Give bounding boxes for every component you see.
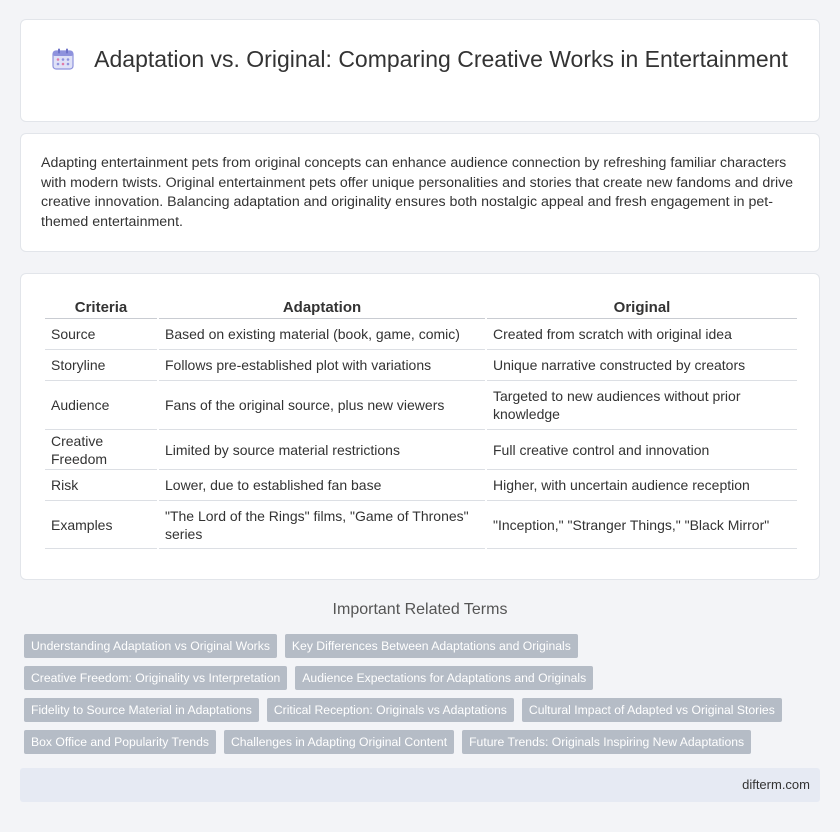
cell-original: "Inception," "Stranger Things," "Black Mirror" xyxy=(487,501,797,549)
footer-brand[interactable]: difterm.com xyxy=(742,777,810,792)
table-row xyxy=(45,501,797,549)
related-term-tag[interactable]: Understanding Adaptation vs Original Works xyxy=(24,634,277,658)
cell-adaptation: Limited by source material restrictions xyxy=(159,430,485,470)
cell-adaptation: "The Lord of the Rings" films, "Game of Thrones" series xyxy=(159,501,485,549)
comparison-table xyxy=(43,295,799,549)
related-term-tag[interactable]: Audience Expectations for Adaptations and Originals xyxy=(295,666,593,690)
cell-adaptation: Based on existing material (book, game, comic) xyxy=(159,319,485,350)
table-row xyxy=(45,350,797,381)
cell-criteria: Storyline xyxy=(45,350,157,381)
related-term-tag[interactable]: Future Trends: Originals Inspiring New Adaptations xyxy=(462,730,751,754)
cell-criteria: Risk xyxy=(45,470,157,501)
cell-criteria: Source xyxy=(45,319,157,350)
cell-criteria: Examples xyxy=(45,501,157,549)
cell-original: Full creative control and innovation xyxy=(487,430,797,470)
header-card xyxy=(20,19,820,122)
footer xyxy=(20,768,820,802)
comparison-table-card xyxy=(20,273,820,580)
tag-row xyxy=(24,698,804,722)
intro-paragraph: Adapting entertainment pets from original concepts can enhance audience connection by refreshing familiar characters with modern twists. Original entertainment pets offer unique personalities and stories that create new fandoms and drive creative innovation. Balancing adaptation and originality ensures both nostalgic appeal and fresh engagement in pet-themed entertainment. xyxy=(41,155,794,230)
cell-adaptation: Fans of the original source, plus new viewers xyxy=(159,381,485,430)
page-title: Adaptation vs. Original: Comparing Creative Works in Entertainment xyxy=(94,46,788,72)
cell-original: Created from scratch with original idea xyxy=(487,319,797,350)
tag-row xyxy=(24,666,804,690)
cell-original: Higher, with uncertain audience reception xyxy=(487,470,797,501)
header-criteria: Criteria xyxy=(45,295,157,319)
table-row xyxy=(45,470,797,501)
related-term-tag[interactable]: Creative Freedom: Originality vs Interpretation xyxy=(24,666,287,690)
intro-card xyxy=(20,133,820,252)
cell-original: Unique narrative constructed by creators xyxy=(487,350,797,381)
cell-original: Targeted to new audiences without prior knowledge xyxy=(487,381,797,430)
table-row xyxy=(45,319,797,350)
page-title-wrap xyxy=(21,45,819,74)
related-term-tag[interactable]: Critical Reception: Originals vs Adaptations xyxy=(267,698,514,722)
related-term-tag[interactable]: Cultural Impact of Adapted vs Original Stories xyxy=(522,698,782,722)
related-terms-list xyxy=(24,634,804,762)
related-terms-title: Important Related Terms xyxy=(332,601,508,618)
calendar-icon xyxy=(52,48,74,70)
related-term-tag[interactable]: Key Differences Between Adaptations and Originals xyxy=(285,634,578,658)
cell-adaptation: Lower, due to established fan base xyxy=(159,470,485,501)
table-row xyxy=(45,430,797,470)
table-header-row xyxy=(45,295,797,319)
header-original: Original xyxy=(487,295,797,319)
cell-criteria: Audience xyxy=(45,381,157,430)
related-term-tag[interactable]: Challenges in Adapting Original Content xyxy=(224,730,454,754)
tag-row xyxy=(24,730,804,754)
cell-criteria: Creative Freedom xyxy=(45,430,157,470)
related-term-tag[interactable]: Box Office and Popularity Trends xyxy=(24,730,216,754)
tag-row xyxy=(24,634,804,658)
related-term-tag[interactable]: Fidelity to Source Material in Adaptations xyxy=(24,698,259,722)
header-adaptation: Adaptation xyxy=(159,295,485,319)
table-row xyxy=(45,381,797,430)
cell-adaptation: Follows pre-established plot with variations xyxy=(159,350,485,381)
